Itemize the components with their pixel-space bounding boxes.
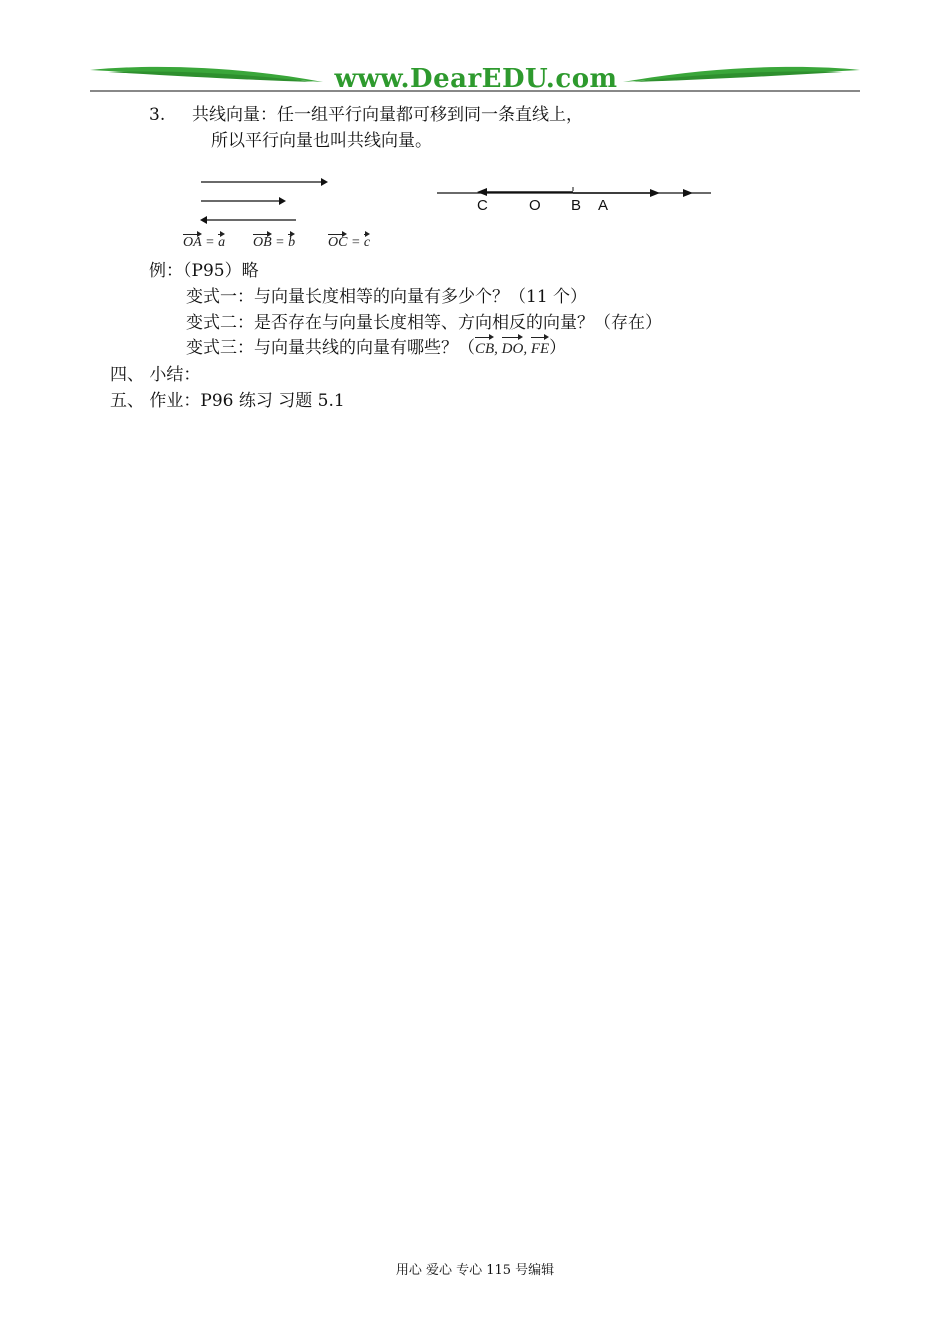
vector-a-label: a — [218, 235, 226, 250]
variant-three — [186, 337, 566, 360]
vector-c-label: c — [363, 235, 371, 250]
parallel-vectors-diagram — [195, 172, 335, 230]
vector-cb-label: CB — [475, 338, 494, 360]
variant-three-text: 变式三：与向量共线的向量有哪些？（ — [186, 338, 475, 358]
site-title: www.DearEDU.com — [334, 64, 618, 94]
variant-two: 变式二：是否存在与向量长度相等、方向相反的向量？（存在） — [186, 313, 662, 333]
point-o-label: O — [529, 197, 541, 214]
variant-one: 变式一：与向量长度相等的向量有多少个？（11 个） — [186, 287, 588, 307]
point-a-label: A — [598, 197, 609, 214]
vector-b-label: b — [288, 235, 296, 250]
point-c-label: C — [477, 197, 488, 214]
vector-ob-arrowhead — [650, 189, 660, 197]
point-b-label: B — [571, 197, 582, 214]
vector-oc-label: OC — [328, 235, 348, 250]
comma: , — [494, 341, 498, 357]
section3-line2: 所以平行向量也叫共线向量。 — [211, 131, 432, 151]
header-banner — [88, 60, 863, 100]
equals-sign: = — [275, 235, 285, 250]
vector-c-arrowhead — [200, 216, 207, 224]
vector-fe-label: FE — [531, 338, 549, 360]
vector-oa-arrowhead — [683, 189, 693, 197]
vector-ob-label: OB — [253, 235, 272, 250]
vector-do-label: DO — [502, 338, 524, 360]
vector-b-arrowhead — [279, 197, 286, 205]
comma: , — [523, 341, 528, 357]
equation-oc — [328, 235, 370, 251]
example-label: 例：（P95）略 — [149, 261, 259, 281]
variant-three-close: ） — [549, 338, 567, 358]
equals-sign: = — [205, 235, 215, 250]
vector-a-arrowhead — [321, 178, 328, 186]
vector-oc-arrowhead — [477, 188, 487, 196]
section3-number: 3. — [149, 105, 166, 125]
equation-oa — [183, 235, 225, 251]
vector-oa-label: OA — [183, 235, 202, 250]
equals-sign: = — [350, 235, 361, 250]
section3-line1: 共线向量：任一组平行向量都可移到同一条直线上， — [192, 105, 583, 125]
equation-ob — [253, 235, 295, 251]
section4-summary: 四、 小结： — [110, 365, 201, 385]
page-footer: 用心 爱心 专心 115 号编辑 — [395, 1263, 555, 1278]
section5-homework: 五、 作业：P96 练习 习题 5.1 — [110, 391, 345, 411]
